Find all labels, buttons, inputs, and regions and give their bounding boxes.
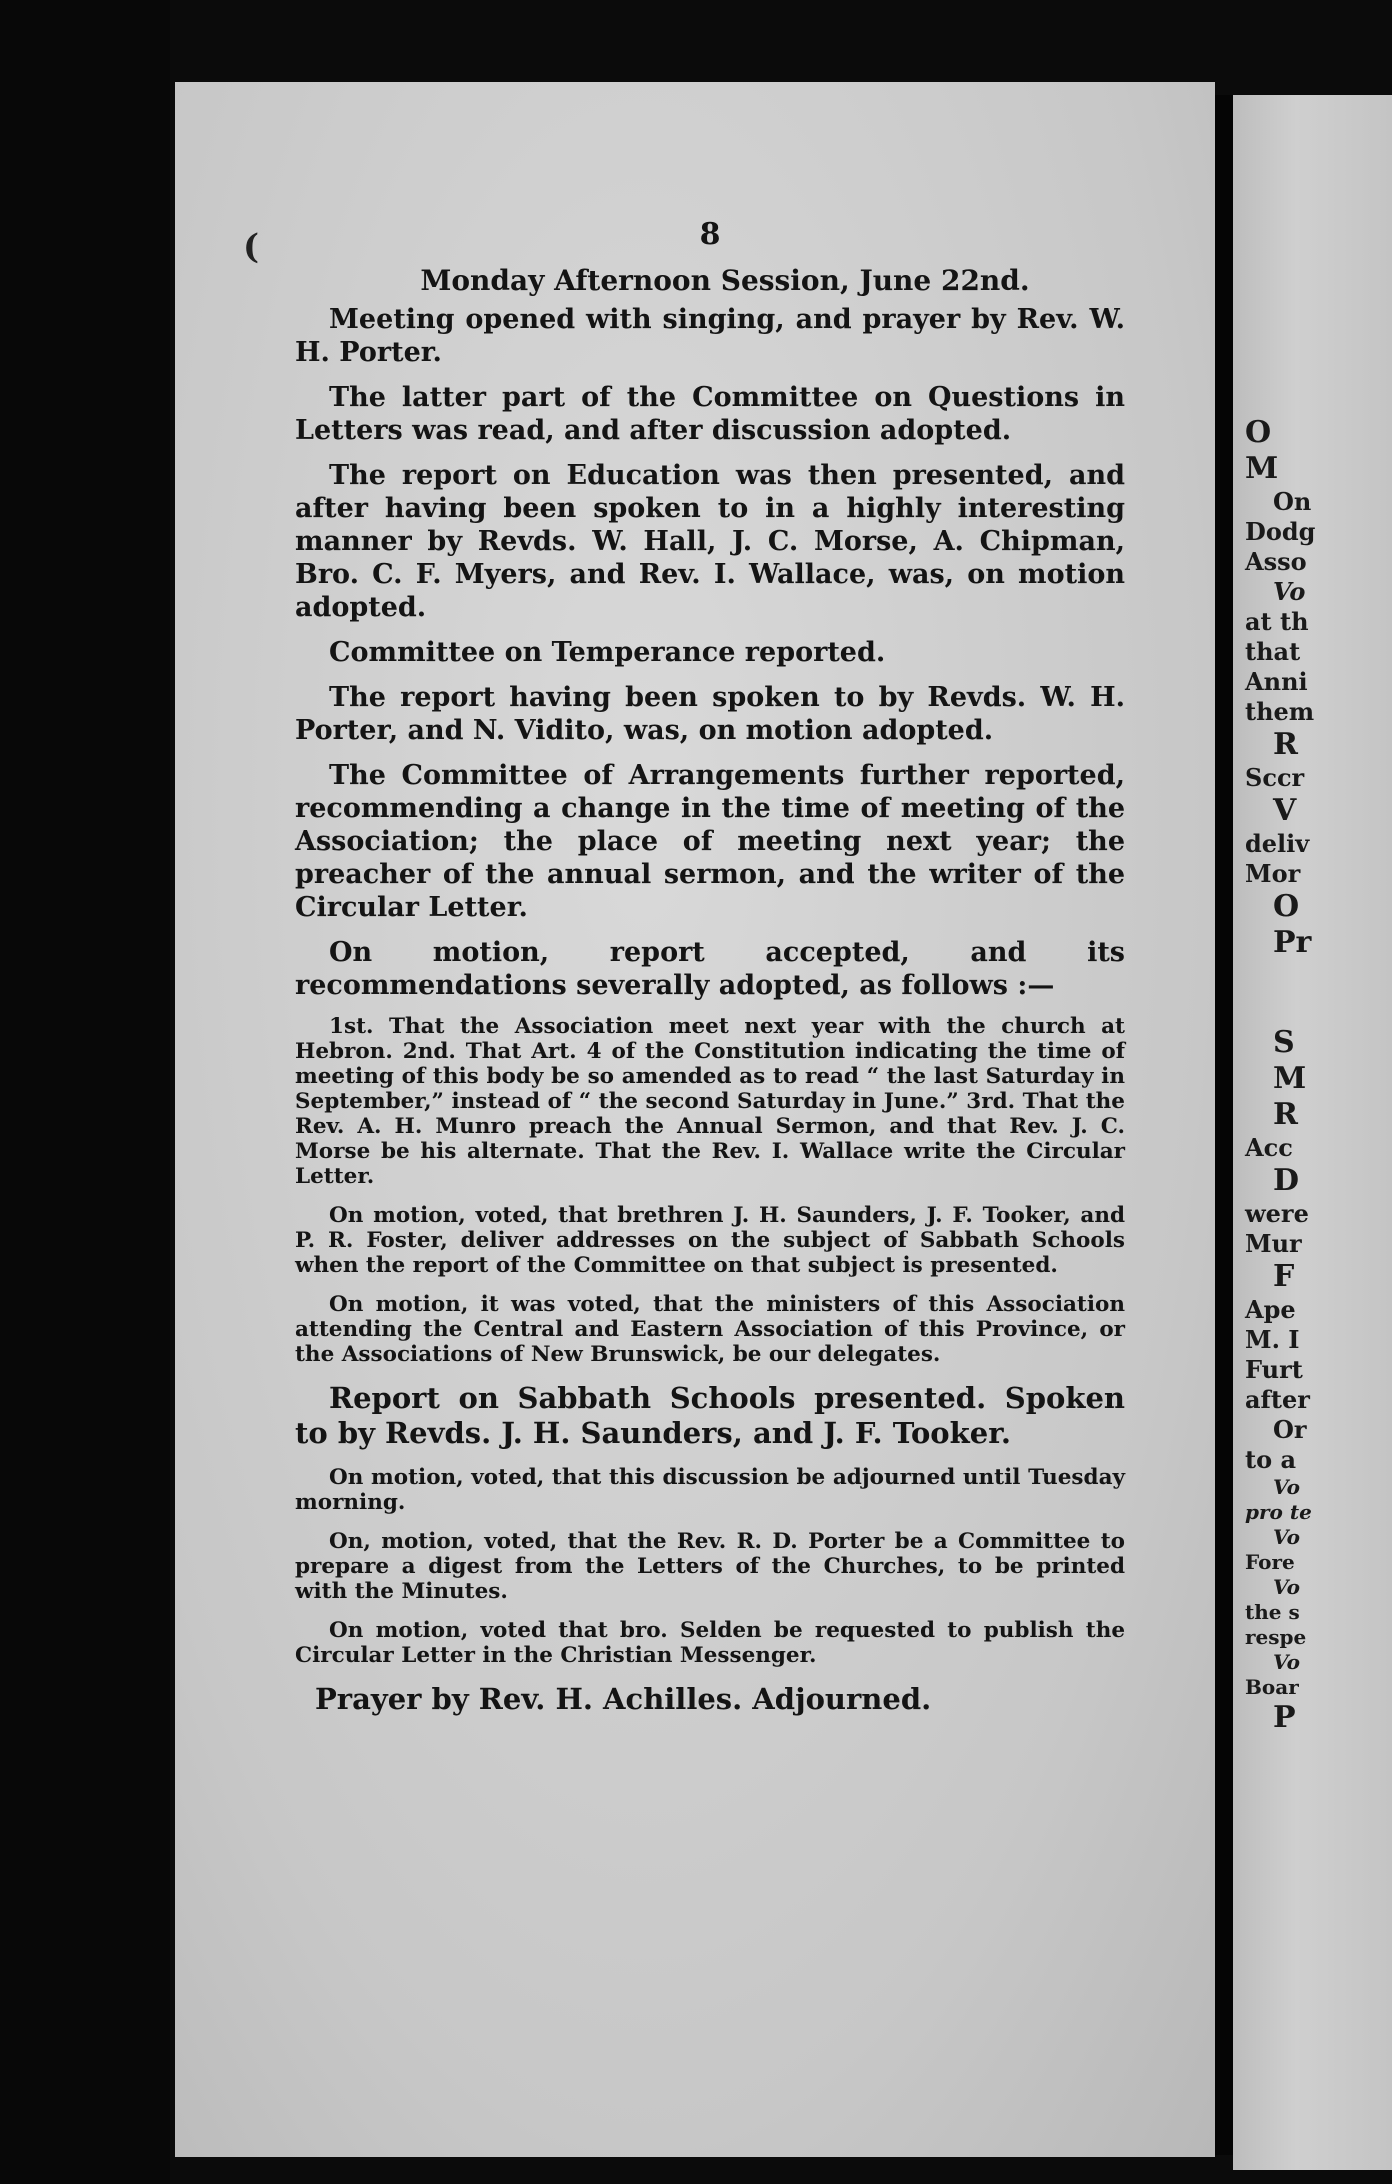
report-paragraph: Report on Sabbath Schools presented. Spoken to by Revds. J. H. Saunders, and J. F. Tooker. bbox=[295, 1381, 1125, 1450]
fragment: Asso bbox=[1245, 547, 1307, 576]
fragment: Anni bbox=[1245, 667, 1308, 696]
fragment: D bbox=[1273, 1163, 1300, 1198]
fragment: Ape bbox=[1245, 1295, 1296, 1324]
session-heading: Monday Afternoon Session, June 22nd. bbox=[420, 264, 1030, 297]
paragraph: Committee on Temperance reported. bbox=[329, 637, 886, 668]
right-page-fragments bbox=[1245, 415, 1392, 1736]
fragment: Acc bbox=[1245, 1133, 1293, 1162]
resolution-paragraph: On motion, it was voted, that the ministers of this Association attending the Central and Eastern Association of this Province, or the Associations of New Brunswick, be our delegates. bbox=[295, 1292, 1125, 1367]
closing-line: Prayer by Rev. H. Achilles. Adjourned. bbox=[315, 1682, 932, 1716]
paragraph: The report having been spoken to by Revds. W. H. Porter, and N. Vidito, was, on motion adopted. bbox=[295, 682, 1125, 746]
fragment: S bbox=[1273, 1025, 1295, 1060]
fragment: after bbox=[1245, 1385, 1310, 1414]
fragment: R bbox=[1273, 1097, 1298, 1132]
fragment: V bbox=[1273, 793, 1297, 828]
fragment: Vo bbox=[1273, 1525, 1301, 1549]
fragment: Vo bbox=[1273, 1650, 1301, 1674]
fragment: Vo bbox=[1273, 1475, 1301, 1499]
resolution-paragraph: On, motion, voted, that the Rev. R. D. Porter be a Committee to prepare a digest from the Letters of the Churches, to be printed with the Minutes. bbox=[295, 1529, 1125, 1604]
resolution-paragraph: 1st. That the Association meet next year with the church at Hebron. 2nd. That Art. 4 of the Constitution indicating the time of meeting of this body be so amended as to read “ the last Saturday in September,” instead of “ the second Saturday in June.” 3rd. That the Rev. A. H. Munro preach the Annual Sermon, and that Rev. J. C. Morse be his alternate. That the Rev. I. Wallace write the Circular Letter. bbox=[295, 1014, 1125, 1189]
margin-mark: ( bbox=[243, 227, 260, 267]
paragraph: The report on Education was then presented, and after having been spoken to in a highly interesting manner by Revds. W. Hall, J. C. Morse, A. Chipman, Bro. C. F. Myers, and Rev. I. Wallace, was, on motion adopted. bbox=[295, 460, 1125, 623]
fragment: Fore bbox=[1245, 1550, 1295, 1574]
fragment: Sccr bbox=[1245, 763, 1305, 792]
fragment: were bbox=[1245, 1199, 1309, 1228]
fragment: Vo bbox=[1273, 1575, 1301, 1599]
resolution-paragraph: On motion, voted that bro. Selden be requested to publish the Circular Letter in the Christian Messenger. bbox=[295, 1618, 1125, 1668]
paragraph: The Committee of Arrangements further reported, recommending a change in the time of meeting of the Association; the place of meeting next year; the preacher of the annual sermon, and the writer of the Circular Letter. bbox=[295, 760, 1125, 923]
paragraph: On motion, report accepted, and its recommendations severally adopted, as follows :— bbox=[295, 937, 1125, 1001]
fragment: O bbox=[1245, 415, 1272, 450]
fragment: Mur bbox=[1245, 1229, 1302, 1258]
fragment: Or bbox=[1273, 1415, 1307, 1444]
fragment: pro te bbox=[1245, 1500, 1312, 1524]
fragment: Dodg bbox=[1245, 517, 1316, 546]
paragraph: Meeting opened with singing, and prayer by Rev. W. H. Porter. bbox=[295, 304, 1125, 368]
fragment: Boar bbox=[1245, 1675, 1299, 1699]
page-gutter bbox=[1215, 95, 1233, 2155]
fragment: Pr bbox=[1273, 925, 1312, 960]
left-page bbox=[175, 82, 1215, 2157]
fragment: that bbox=[1245, 637, 1301, 666]
paragraph: The latter part of the Committee on Questions in Letters was read, and after discussion adopted. bbox=[295, 382, 1125, 446]
resolution-paragraph: On motion, voted, that this discussion be adjourned until Tuesday morning. bbox=[295, 1465, 1125, 1515]
fragment: M bbox=[1273, 1061, 1307, 1096]
fragment: R bbox=[1273, 727, 1298, 762]
scan-border-left bbox=[0, 0, 170, 2184]
fragment: at th bbox=[1245, 607, 1309, 636]
fragment: M. I bbox=[1245, 1325, 1300, 1354]
fragment: On bbox=[1273, 487, 1312, 516]
fragment: Mor bbox=[1245, 859, 1301, 888]
fragment: Vo bbox=[1273, 577, 1306, 606]
page-number: 8 bbox=[699, 217, 721, 252]
fragment: deliv bbox=[1245, 829, 1310, 858]
fragment: respe bbox=[1245, 1625, 1307, 1649]
fragment: P bbox=[1273, 1700, 1296, 1735]
fragment: the s bbox=[1245, 1600, 1300, 1624]
fragment: F bbox=[1273, 1259, 1295, 1294]
resolution-paragraph: On motion, voted, that brethren J. H. Saunders, J. F. Tooker, and P. R. Foster, deliver addresses on the subject of Sabbath Schools when the report of the Committee on that subject is presented. bbox=[295, 1203, 1125, 1278]
fragment: M bbox=[1245, 451, 1279, 486]
fragment: to a bbox=[1245, 1445, 1296, 1474]
fragment: Furt bbox=[1245, 1355, 1303, 1384]
fragment: them bbox=[1245, 697, 1315, 726]
right-page-edge bbox=[1233, 95, 1392, 2170]
fragment: O bbox=[1273, 889, 1300, 924]
page-text bbox=[295, 217, 1125, 1717]
